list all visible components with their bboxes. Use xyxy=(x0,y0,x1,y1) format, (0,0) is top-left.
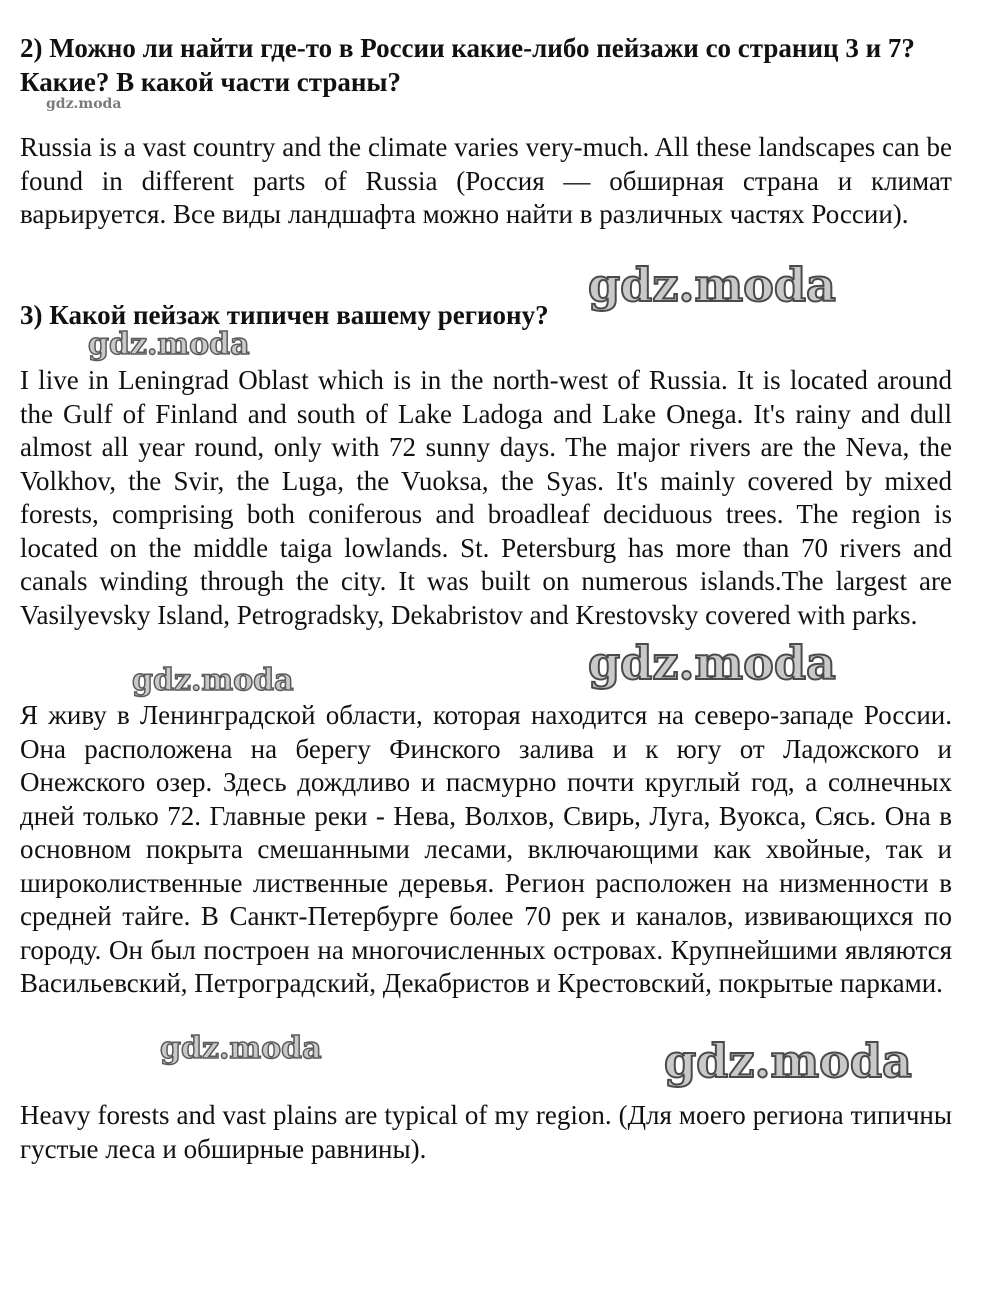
watermark-logo: gdz.moda xyxy=(664,1034,912,1088)
question-3-answer-russian: Я живу в Ленинградской области, которая находится на северо-западе России. Она расположена на берегу Финского залива и к югу от Ладожского и Онежского озер. Здесь дождливо и пасмурно почти круглый год, а солнечных дней только 72. Главные реки - Нева, Волхов, Свирь, Луга, Вуокса, Сясь. Она в основном покрыта смешанными лесами, включающими как хвойные, так и широколиственные лиственные деревья. Регион расположен на низменности в средней тайге. В Санкт-Петербурге более 70 рек и каналов, извивающихся по городу. Он был построен на многочисленных островах. Крупнейшими являются Васильевский, Петроградский, Декабристов и Крестовский, покрытые парками. xyxy=(20,700,952,998)
question-3-answer-english: I live in Leningrad Oblast which is in the north-west of Russia. It is located around the Gulf of Finland and south of Lake Ladoga and Lake Onega. It's rainy and dull almost all year round, only with 72 sunny days. The major rivers are the Neva, the Volkhov, the Svir, the Luga, the Vuoksa, the Syas. It's mainly covered by mixed forests, comprising both coniferous and broadleaf deciduous trees. The region is located on the middle taiga lowlands. St. Petersburg has more than 70 rivers and canals winding through the city. It was built on numerous islands.The largest are Vasilyevsky Island, Petrogradsky, Dekabristov and Krestovsky covered with parks. xyxy=(20,365,952,630)
question-2-answer: Russia is a vast country and the climate varies very-much. All these landscapes can be found in different parts of Russia (Россия — обширная страна и климат варьируется. Все виды ландшафта можно найти в различных частях России). xyxy=(20,132,952,229)
watermark-logo: gdz.moda xyxy=(46,96,122,112)
question-3-heading: 3) Какой пейзаж типичен вашему региону? xyxy=(20,300,549,330)
question-2-heading: 2) Можно ли найти где-то в России какие-либо пейзажи со страниц 3 и 7? Какие? В какой части страны? xyxy=(20,33,915,97)
watermark-logo: gdz.moda xyxy=(588,636,836,690)
question-3-summary: Heavy forests and vast plains are typical of my region. (Для моего региона типичны густые леса и обширные равнины). xyxy=(20,1100,952,1164)
watermark-logo: gdz.moda xyxy=(588,258,836,312)
watermark-logo: gdz.moda xyxy=(88,327,250,362)
watermark-logo: gdz.moda xyxy=(160,1031,322,1066)
watermark-logo: gdz.moda xyxy=(132,663,294,698)
